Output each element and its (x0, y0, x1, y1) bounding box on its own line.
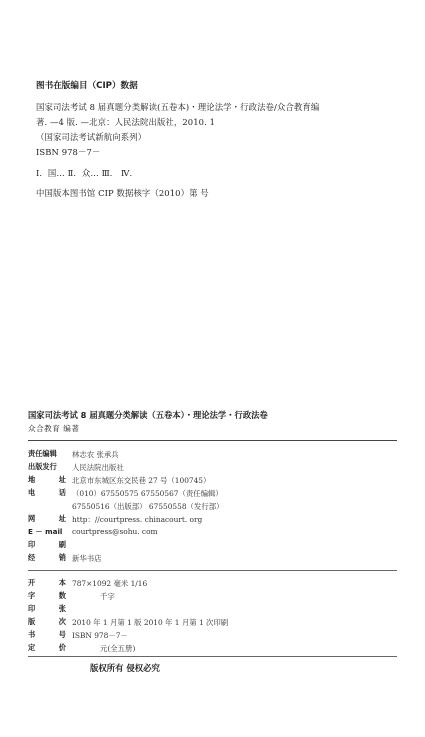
value-address: 北京市东城区东交民巷 27 号（100745） (72, 476, 211, 485)
book-title: 国家司法考试 8 届真题分类解读（五卷本）・理论法学・行政法卷 (28, 410, 268, 420)
cip-line-edition: 著. —4 版. —北京：人民法院出版社，2010. 1 (36, 117, 216, 127)
label-website: 网 址 (28, 514, 66, 523)
value-phone: （010）67550575 67550567（责任编辑） (72, 489, 223, 498)
label-sheets: 印 张 (28, 604, 66, 613)
divider-bottom (28, 656, 397, 657)
divider-middle (28, 570, 397, 571)
cip-line-verification: 中国版本图书馆 CIP 数据核字（2010）第 号 (36, 188, 209, 198)
value-format: 787×1092 毫米 1/16 (72, 579, 148, 588)
cip-line-isbn: ISBN 978－7－ (36, 147, 101, 157)
label-edition: 版 次 (28, 617, 66, 626)
label-format: 开 本 (28, 578, 66, 587)
copyright-notice: 版权所有 侵权必究 (90, 663, 160, 673)
label-price: 定 价 (28, 643, 66, 652)
cip-line-series: （国家司法考试新航向系列） (36, 132, 147, 142)
label-printer: 印 刷 (28, 540, 66, 549)
value-price: 元(全五册) (100, 644, 136, 653)
cip-heading: 图书在版编目（CIP）数据 (36, 81, 138, 91)
label-editor: 责任编辑 (28, 449, 57, 458)
value-edition: 2010 年 1 月第 1 版 2010 年 1 月第 1 次印刷 (72, 618, 229, 627)
label-word-count: 字 数 (28, 591, 66, 600)
divider-top (28, 440, 397, 441)
value-publisher: 人民法院出版社 (72, 463, 124, 472)
cip-line-title: 国家司法考试 8 届真题分类解读(五卷本)・理论法学・行政法卷/众合教育编 (36, 102, 320, 112)
value-distributor: 新华书店 (72, 554, 102, 563)
label-distributor: 经 销 (28, 553, 66, 562)
value-website: http：//courtpress. chinacourt. org (72, 515, 203, 524)
value-editor: 林志农 张承兵 (72, 450, 119, 459)
label-publisher: 出版发行 (28, 462, 57, 471)
label-isbn: 书 号 (28, 630, 66, 639)
label-address: 地 址 (28, 475, 66, 484)
value-phone-2: 67550516（出版部） 67550558（发行部） (72, 502, 224, 511)
cip-line-subjects: Ⅰ．国… Ⅱ．众… Ⅲ． Ⅳ． (36, 168, 138, 178)
label-phone: 电 话 (28, 488, 66, 497)
value-email: courtpress@sohu. com (72, 527, 158, 536)
label-email: E － mail (28, 527, 63, 536)
value-word-count: 千字 (100, 592, 115, 601)
value-isbn: ISBN 978－7－ (72, 631, 128, 640)
book-author: 众合教育 编著 (28, 424, 80, 433)
